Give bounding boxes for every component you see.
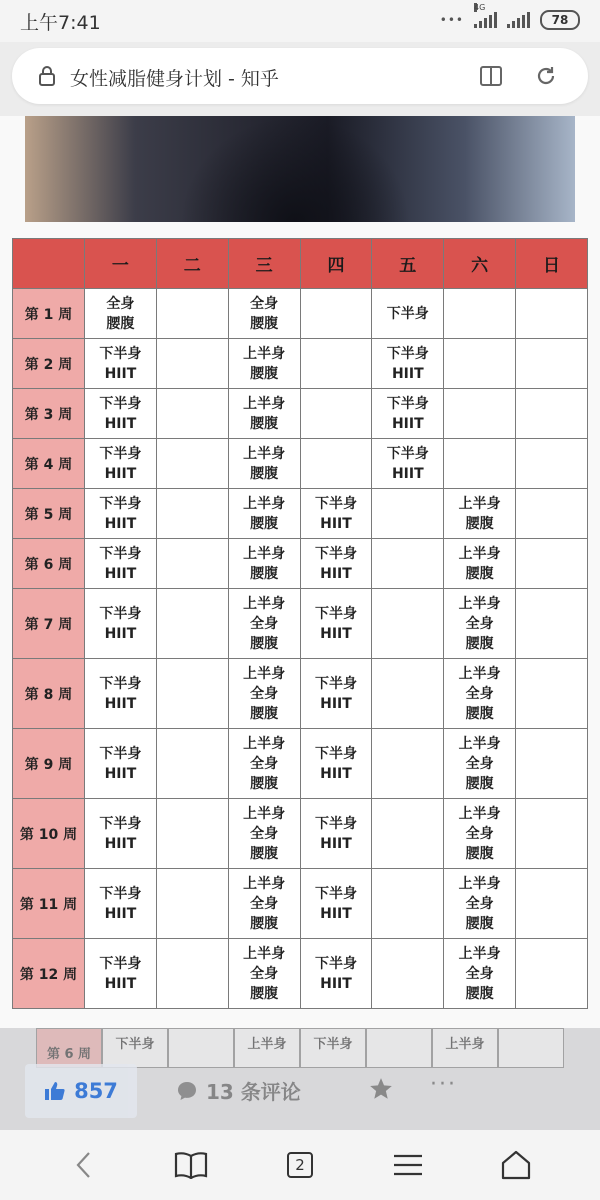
workout-label: 腰腹 bbox=[465, 565, 494, 582]
workout-label: HIIT bbox=[104, 765, 137, 782]
schedule-cell bbox=[444, 539, 516, 589]
schedule-cell bbox=[228, 389, 300, 439]
schedule-cell bbox=[156, 939, 228, 1009]
workout-label: HIIT bbox=[391, 415, 424, 432]
day-header: 四 bbox=[300, 239, 372, 289]
schedule-cell bbox=[516, 729, 588, 799]
status-bar bbox=[0, 0, 600, 42]
week-label: 第 5 周 bbox=[13, 489, 85, 539]
workout-label: 上半身 bbox=[458, 875, 501, 892]
schedule-cell bbox=[372, 539, 444, 589]
schedule-cell bbox=[516, 489, 588, 539]
address-bar[interactable] bbox=[12, 48, 588, 104]
workout-label: 下半身 bbox=[99, 885, 142, 902]
workout-label: 腰腹 bbox=[250, 635, 279, 652]
back-button[interactable] bbox=[66, 1148, 102, 1182]
schedule-cell bbox=[372, 939, 444, 1009]
schedule-cell bbox=[156, 539, 228, 589]
status-indicators bbox=[439, 3, 580, 30]
schedule-cell bbox=[228, 589, 300, 659]
cellular-4g-signal-icon bbox=[474, 3, 497, 28]
week-label: 第 3 周 bbox=[13, 389, 85, 439]
schedule-cell bbox=[372, 659, 444, 729]
schedule-cell bbox=[372, 339, 444, 389]
workout-label: 下半身 bbox=[99, 955, 142, 972]
workout-label: 上半身 bbox=[458, 665, 501, 682]
thumbs-up-icon bbox=[44, 1081, 66, 1101]
workout-label: HIIT bbox=[104, 415, 137, 432]
schedule-cell bbox=[372, 439, 444, 489]
schedule-cell bbox=[85, 799, 157, 869]
schedule-cell bbox=[444, 489, 516, 539]
schedule-cell bbox=[85, 589, 157, 659]
workout-label: 下半身 bbox=[99, 675, 142, 692]
workout-label: 腰腹 bbox=[250, 985, 279, 1002]
browser-nav-bar bbox=[0, 1130, 600, 1200]
workout-label: 腰腹 bbox=[250, 315, 279, 332]
workout-label: 下半身 bbox=[99, 605, 142, 622]
workout-label: 腰腹 bbox=[465, 775, 494, 792]
workout-label: 下半身 bbox=[314, 545, 357, 562]
workout-label: 上半身 bbox=[243, 495, 286, 512]
schedule-cell bbox=[444, 729, 516, 799]
schedule-cell bbox=[516, 939, 588, 1009]
schedule-cell bbox=[444, 289, 516, 339]
schedule-cell bbox=[300, 939, 372, 1009]
table-body bbox=[13, 289, 588, 1009]
ghost-week-cell: 第 6 周 bbox=[36, 1028, 102, 1068]
schedule-cell bbox=[228, 729, 300, 799]
week-label: 第 11 周 bbox=[13, 869, 85, 939]
table-row bbox=[13, 489, 588, 539]
workout-label: 腰腹 bbox=[465, 915, 494, 932]
workout-label: 腰腹 bbox=[250, 915, 279, 932]
day-header: 一 bbox=[85, 239, 157, 289]
schedule-cell bbox=[444, 869, 516, 939]
book-icon bbox=[174, 1151, 208, 1179]
workout-label: 全身 bbox=[465, 965, 494, 982]
battery-icon: 78 bbox=[540, 10, 580, 30]
workout-label: 下半身 bbox=[386, 445, 429, 462]
schedule-cell bbox=[156, 589, 228, 659]
schedule-cell bbox=[228, 659, 300, 729]
schedule-cell bbox=[372, 289, 444, 339]
schedule-cell bbox=[372, 869, 444, 939]
workout-label: 全身 bbox=[106, 295, 135, 312]
workout-label: 下半身 bbox=[314, 495, 357, 512]
workout-label: HIIT bbox=[320, 695, 352, 712]
workout-label: 腰腹 bbox=[106, 315, 135, 332]
bookmarks-button[interactable] bbox=[173, 1148, 209, 1182]
workout-label: 腰腹 bbox=[250, 415, 279, 432]
workout-label: 全身 bbox=[250, 295, 279, 312]
tab-count: 2 bbox=[287, 1152, 313, 1178]
workout-label: 上半身 bbox=[243, 875, 286, 892]
workout-label: 上半身 bbox=[458, 805, 501, 822]
workout-label: 下半身 bbox=[314, 745, 357, 762]
home-button[interactable] bbox=[498, 1148, 534, 1182]
workout-label: 上半身 bbox=[243, 805, 286, 822]
comment-icon bbox=[176, 1080, 198, 1102]
schedule-cell bbox=[85, 489, 157, 539]
workout-label: 腰腹 bbox=[465, 635, 494, 652]
schedule-cell bbox=[300, 869, 372, 939]
schedule-cell bbox=[516, 659, 588, 729]
schedule-cell bbox=[372, 489, 444, 539]
schedule-cell bbox=[444, 439, 516, 489]
schedule-cell bbox=[300, 799, 372, 869]
workout-label: 下半身 bbox=[314, 955, 357, 972]
schedule-cell bbox=[228, 339, 300, 389]
workout-label: 全身 bbox=[465, 615, 494, 632]
week-label: 第 7 周 bbox=[13, 589, 85, 659]
workout-label: 下半身 bbox=[99, 545, 142, 562]
workout-label: 下半身 bbox=[314, 675, 357, 692]
week-label: 第 8 周 bbox=[13, 659, 85, 729]
schedule-cell bbox=[444, 799, 516, 869]
more-options-icon[interactable]: ··· bbox=[430, 1072, 457, 1097]
table-row bbox=[13, 289, 588, 339]
workout-label: HIIT bbox=[104, 905, 137, 922]
week-label: 第 2 周 bbox=[13, 339, 85, 389]
schedule-cell bbox=[516, 289, 588, 339]
workout-label: 上半身 bbox=[458, 545, 501, 562]
menu-button[interactable] bbox=[390, 1148, 426, 1182]
schedule-cell bbox=[156, 389, 228, 439]
schedule-cell bbox=[300, 339, 372, 389]
table-corner-cell bbox=[13, 239, 85, 289]
workout-label: HIIT bbox=[104, 835, 137, 852]
hero-figure-shadow bbox=[180, 116, 410, 222]
schedule-cell bbox=[516, 869, 588, 939]
schedule-cell bbox=[300, 439, 372, 489]
workout-label: HIIT bbox=[320, 565, 352, 582]
table-row bbox=[13, 729, 588, 799]
workout-label: 下半身 bbox=[314, 885, 357, 902]
comments-button[interactable] bbox=[176, 1076, 301, 1105]
workout-label: HIIT bbox=[104, 975, 137, 992]
week-label: 第 10 周 bbox=[13, 799, 85, 869]
schedule-cell bbox=[444, 339, 516, 389]
workout-label: 全身 bbox=[250, 825, 279, 842]
lock-icon bbox=[38, 65, 56, 87]
workout-label: 上半身 bbox=[458, 595, 501, 612]
upvote-button[interactable] bbox=[25, 1064, 137, 1118]
schedule-cell bbox=[85, 869, 157, 939]
schedule-cell bbox=[372, 589, 444, 659]
schedule-cell bbox=[85, 389, 157, 439]
schedule-cell bbox=[85, 339, 157, 389]
schedule-cell bbox=[85, 659, 157, 729]
workout-label: 下半身 bbox=[99, 395, 142, 412]
schedule-cell bbox=[372, 389, 444, 439]
workout-label: HIIT bbox=[320, 765, 352, 782]
workout-label: 腰腹 bbox=[465, 705, 494, 722]
workout-label: 腰腹 bbox=[465, 515, 494, 532]
article-action-bar bbox=[0, 1062, 600, 1122]
schedule-cell bbox=[516, 799, 588, 869]
workout-label: 上半身 bbox=[243, 665, 286, 682]
schedule-cell bbox=[516, 589, 588, 659]
back-arrow-icon bbox=[74, 1150, 94, 1180]
schedule-cell bbox=[156, 729, 228, 799]
schedule-cell bbox=[156, 289, 228, 339]
workout-label: 上半身 bbox=[458, 735, 501, 752]
workout-label: HIIT bbox=[104, 625, 137, 642]
schedule-cell bbox=[85, 729, 157, 799]
workout-label: 全身 bbox=[250, 615, 279, 632]
table-row bbox=[13, 589, 588, 659]
schedule-cell bbox=[300, 489, 372, 539]
comment-count-label: 13 条评论 bbox=[206, 1080, 301, 1104]
workout-label: HIIT bbox=[320, 835, 352, 852]
workout-label: 下半身 bbox=[99, 445, 142, 462]
table-row bbox=[13, 539, 588, 589]
schedule-cell bbox=[516, 439, 588, 489]
workout-label: 腰腹 bbox=[250, 365, 279, 382]
day-header: 五 bbox=[372, 239, 444, 289]
workout-label: 腰腹 bbox=[250, 515, 279, 532]
schedule-cell bbox=[444, 589, 516, 659]
status-time: 上午7:41 bbox=[20, 12, 101, 34]
week-label: 第 4 周 bbox=[13, 439, 85, 489]
table-header-row bbox=[13, 239, 588, 289]
table-row bbox=[13, 799, 588, 869]
page-content[interactable] bbox=[0, 116, 600, 1028]
day-header: 三 bbox=[228, 239, 300, 289]
upvote-count: 857 bbox=[74, 1079, 118, 1103]
schedule-cell bbox=[228, 939, 300, 1009]
workout-label: HIIT bbox=[320, 625, 352, 642]
workout-label: 上半身 bbox=[243, 735, 286, 752]
article-header-image bbox=[25, 116, 575, 222]
network-type-label: 4G bbox=[474, 3, 486, 12]
schedule-cell bbox=[300, 289, 372, 339]
workout-label: 腰腹 bbox=[250, 565, 279, 582]
schedule-cell bbox=[372, 729, 444, 799]
ghost-cell: 下半身 bbox=[102, 1028, 168, 1068]
workout-label: 全身 bbox=[465, 755, 494, 772]
workout-label: 下半身 bbox=[99, 495, 142, 512]
ghost-cell: 下半身 bbox=[300, 1028, 366, 1068]
ghost-cell: 上半身 bbox=[432, 1028, 498, 1068]
workout-label: 下半身 bbox=[386, 345, 429, 362]
schedule-cell bbox=[300, 659, 372, 729]
schedule-cell bbox=[228, 489, 300, 539]
schedule-cell bbox=[372, 799, 444, 869]
day-header: 日 bbox=[516, 239, 588, 289]
workout-label: 全身 bbox=[250, 965, 279, 982]
workout-label: 下半身 bbox=[99, 345, 142, 362]
week-label: 第 12 周 bbox=[13, 939, 85, 1009]
schedule-cell bbox=[228, 869, 300, 939]
table-row bbox=[13, 439, 588, 489]
workout-label: HIIT bbox=[320, 905, 352, 922]
schedule-cell bbox=[300, 589, 372, 659]
workout-label: 腰腹 bbox=[465, 845, 494, 862]
hamburger-menu-icon bbox=[393, 1153, 423, 1177]
schedule-cell bbox=[444, 939, 516, 1009]
schedule-cell bbox=[85, 539, 157, 589]
workout-schedule-table bbox=[12, 238, 588, 1009]
workout-label: 下半身 bbox=[386, 305, 429, 322]
workout-label: HIIT bbox=[320, 975, 352, 992]
workout-label: 上半身 bbox=[243, 345, 286, 362]
workout-label: 下半身 bbox=[99, 745, 142, 762]
workout-label: HIIT bbox=[104, 465, 137, 482]
workout-label: HIIT bbox=[320, 515, 352, 532]
workout-label: HIIT bbox=[104, 565, 137, 582]
home-icon bbox=[500, 1150, 532, 1180]
schedule-cell bbox=[85, 939, 157, 1009]
workout-label: 腰腹 bbox=[250, 775, 279, 792]
notification-dots-icon: ••• bbox=[439, 13, 464, 27]
workout-label: 全身 bbox=[250, 895, 279, 912]
day-header: 六 bbox=[444, 239, 516, 289]
page-title[interactable]: 女性减脂健身计划 - 知乎 bbox=[70, 68, 279, 90]
workout-label: HIIT bbox=[104, 515, 137, 532]
workout-label: 腰腹 bbox=[250, 845, 279, 862]
schedule-cell bbox=[156, 439, 228, 489]
table-row bbox=[13, 869, 588, 939]
schedule-cell bbox=[300, 539, 372, 589]
reader-mode-icon[interactable] bbox=[480, 66, 502, 86]
workout-label: 上半身 bbox=[243, 445, 286, 462]
day-header: 二 bbox=[156, 239, 228, 289]
week-label: 第 9 周 bbox=[13, 729, 85, 799]
workout-label: 全身 bbox=[250, 755, 279, 772]
schedule-cell bbox=[85, 289, 157, 339]
table-row bbox=[13, 389, 588, 439]
cellular-signal-icon bbox=[507, 12, 530, 28]
schedule-cell bbox=[156, 339, 228, 389]
ghost-cell: 上半身 bbox=[234, 1028, 300, 1068]
schedule-cell bbox=[228, 289, 300, 339]
schedule-cell bbox=[300, 729, 372, 799]
workout-label: 腰腹 bbox=[250, 465, 279, 482]
workout-label: 上半身 bbox=[243, 395, 286, 412]
reload-icon[interactable] bbox=[534, 64, 558, 88]
schedule-cell bbox=[85, 439, 157, 489]
schedule-cell bbox=[156, 659, 228, 729]
week-label: 第 1 周 bbox=[13, 289, 85, 339]
schedule-cell bbox=[156, 869, 228, 939]
schedule-cell bbox=[444, 659, 516, 729]
workout-label: HIIT bbox=[104, 365, 137, 382]
workout-label: 上半身 bbox=[243, 545, 286, 562]
schedule-cell bbox=[156, 489, 228, 539]
favorite-star-icon[interactable] bbox=[368, 1076, 394, 1102]
workout-label: 全身 bbox=[465, 825, 494, 842]
tabs-button[interactable] bbox=[282, 1148, 318, 1182]
schedule-cell bbox=[444, 389, 516, 439]
schedule-cell bbox=[516, 389, 588, 439]
schedule-cell bbox=[228, 539, 300, 589]
workout-label: 上半身 bbox=[243, 945, 286, 962]
workout-label: 全身 bbox=[465, 685, 494, 702]
workout-label: 下半身 bbox=[386, 395, 429, 412]
workout-label: HIIT bbox=[391, 365, 424, 382]
workout-label: 腰腹 bbox=[465, 985, 494, 1002]
week-label: 第 6 周 bbox=[13, 539, 85, 589]
workout-label: 全身 bbox=[465, 895, 494, 912]
workout-label: HIIT bbox=[391, 465, 424, 482]
table-row bbox=[13, 339, 588, 389]
schedule-cell bbox=[156, 799, 228, 869]
workout-label: 下半身 bbox=[314, 815, 357, 832]
schedule-cell bbox=[300, 389, 372, 439]
workout-label: 全身 bbox=[250, 685, 279, 702]
workout-label: 上半身 bbox=[458, 495, 501, 512]
schedule-cell bbox=[516, 539, 588, 589]
schedule-cell bbox=[228, 439, 300, 489]
workout-label: 腰腹 bbox=[250, 705, 279, 722]
workout-label: 上半身 bbox=[458, 945, 501, 962]
workout-label: 下半身 bbox=[314, 605, 357, 622]
workout-label: 下半身 bbox=[99, 815, 142, 832]
workout-label: 上半身 bbox=[243, 595, 286, 612]
table-row bbox=[13, 939, 588, 1009]
workout-label: HIIT bbox=[104, 695, 137, 712]
schedule-cell bbox=[516, 339, 588, 389]
table-row bbox=[13, 659, 588, 729]
schedule-cell bbox=[228, 799, 300, 869]
